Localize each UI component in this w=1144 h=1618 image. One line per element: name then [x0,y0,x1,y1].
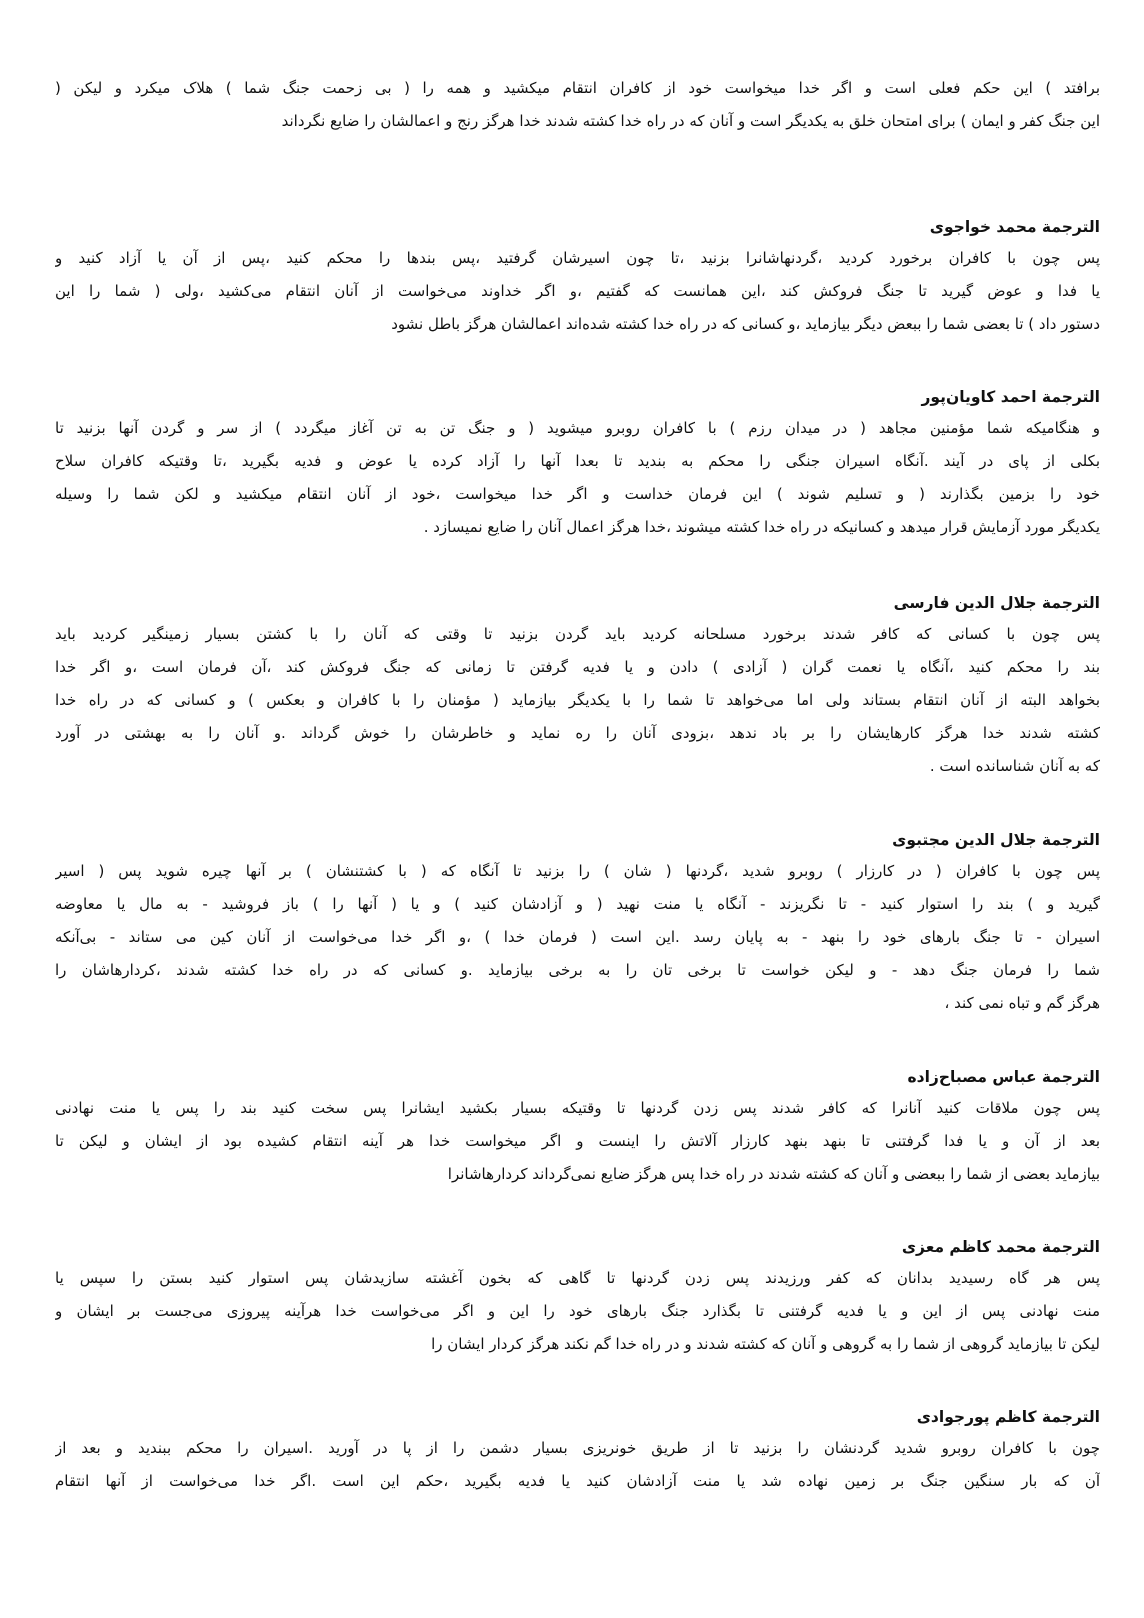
lead-paragraph [55,72,1100,138]
paragraph-line: بکلی از پای در آیند .آنگاه اسیران جنگی را محکم به بندید تا بعدا آنها را آزاد کرده یا عوض و فدیه بگیرید ،تا وقتیکه کافران سلاح [55,452,1100,470]
translation-section [55,1402,1100,1498]
paragraph-line: پس چون با کافران ( در کارزار ) روبرو شدید ،گردنها ( شان ) را بزنید تا آنگاه که ( با کشتنشان ) بر آنها چیره شوید پس ( اسیر [55,862,1100,880]
translation-section [55,1062,1100,1191]
translation-section [55,212,1100,341]
paragraph-line: لیکن تا بیازماید گروهی از شما را به گروهی و آنان که کشته شدند و در راه خدا گم نکند هرگز کردار ایشان را [431,1335,1100,1353]
paragraph-line: این جنگ کفر و ایمان ) برای امتحان خلق به یکدیگر است و آنان که در راه خدا کشته شدند خدا هرگز رنج و اعمالشان را ضایع نگرداند [281,112,1100,130]
paragraph-line: و هنگامیکه شما مؤمنین مجاهد ( در میدان رزم ) با کافران روبرو میشوید ( و جنگ تن به تن آغاز میگردد ) از سر و گردن آنها بزنید تا [55,419,1100,437]
paragraph-line: کشته شدند خدا هرگز کارهایشان را بر باد ندهد ،بزودی آنان را ره نماید و خاطرشان را خوش گرداند .و آنان را به بهشتی در آورد [55,724,1100,742]
section-heading: الترجمة عباس مصباح‌زاده [907,1068,1100,1086]
paragraph-line: پس چون با کافران برخورد کردید ،گردنهاشانرا بزنید ،تا چون اسیرشان گرفتید ،پس بندها را محکم کنید ،پس از آن یا آزاد کنید و [55,249,1100,267]
section-heading: الترجمة کاظم پورجوادی [916,1408,1100,1426]
paragraph-line: منت نهادنی پس از این و یا فدیه گرفتنی تا بگذارد جنگ بارهای خود را این و اگر می‌خواست خدا هرآینه پیروزی می‌جست بر ایشان و [55,1302,1100,1320]
paragraph-line: اسیران - تا جنگ بارهای خود را بنهد - به پایان رسد .این است ( فرمان خدا ) ،و اگر خدا می‌خواست از آنان کین می ستاند - بی‌آنکه [55,928,1100,946]
section-heading: الترجمة جلال الدين مجتبوی [892,831,1100,849]
paragraph-line: بعد از آن و یا فدا گرفتنی تا بنهد بنهد کارزار آلاتش را اینست و اگر میخواست خدا هر آینه انتقام کشیده بود از ایشان و لیکن تا [55,1132,1100,1150]
translation-section [55,588,1100,783]
section-heading: الترجمة جلال الدين فارسی [893,594,1100,612]
section-heading: الترجمة احمد کاویان‌پور [921,388,1100,406]
paragraph-line: پس چون ملاقات کنید آنانرا که کافر شدند پس زدن گردنها تا وقتیکه بسیار بکشید ایشانرا پس سخت کنید بند را پس یا منت نهادنی [55,1099,1100,1117]
paragraph-line: بخواهد البته از آنان انتقام بستاند ولی اما می‌خواهد تا شما را با یکدیگر بیازماید ( مؤمنان را با کافران و بعکس ) و کسانی که در راه خدا [55,691,1100,709]
paragraph-line: یا فدا و عوض گیرید تا جنگ فروکش کند ،این همانست که گفتیم ،و اگر خداوند می‌خواست از آنان انتقام می‌کشید ،ولی ( شما را این [55,282,1100,300]
paragraph-line: بیازماید بعضی از شما را ببعضی و آنان که کشته شدند در راه خدا پس هرگز ضایع نمی‌گرداند کردارهاشانرا [447,1165,1100,1183]
translation-section [55,1232,1100,1361]
translation-section [55,382,1100,544]
paragraph-line: که به آنان شناسانده است . [929,757,1100,775]
paragraph-line: گیرید و ) بند را استوار کنید - تا نگریزند - آنگاه یا منت نهید ( و آزادشان کنید ) و یا ( آنها را ) باز فروشید - به مال یا معاوضه [55,895,1100,913]
paragraph-line: بند را محکم کنید ،آنگاه یا نعمت گران ( آزادی ) دادن و یا فدیه گرفتن تا زمانی که جنگ فروکش کند ،آن فرمان است ،و اگر خدا [55,658,1100,676]
section-heading: الترجمة محمد کاظم معزی [901,1238,1100,1256]
paragraph-line: پس چون با کسانی که کافر شدند برخورد مسلحانه کردید باید گردن بزنید تا وقتی که آنان را با کشتن بسیار زمینگیر کردید باید [55,625,1100,643]
paragraph-line: پس هر گاه رسیدید بدانان که کفر ورزیدند پس زدن گردنها تا گاهی که بخون آغشته سازیدشان پس استوار کنید بستن را سپس یا [55,1269,1100,1287]
paragraph-line: هرگز گم و تباه نمی کند ، [944,994,1100,1012]
paragraph-line: خود را بزمین بگذارند ( و تسلیم شوند ) این فرمان خداست و اگر خدا میخواست ،خود از آنان انتقام میکشید و لکن شما را وسیله [55,485,1100,503]
paragraph-line: آن که بار سنگین جنگ بر زمین نهاده شد یا منت آزادشان کنید یا فدیه بگیرید ،حکم این است .اگر خدا می‌خواست از آنها انتقام [55,1472,1100,1490]
section-heading: الترجمة محمد خواجوی [929,218,1100,236]
translation-section [55,825,1100,1020]
paragraph-line: برافتد ) این حکم فعلی است و اگر خدا میخواست خود از کافران انتقام میکشید و همه را ( بی زحمت جنگ شما ) هلاک میکرد و لیکن ( [55,79,1100,97]
paragraph-line: دستور داد ) تا بعضی شما را ببعض دیگر بیازماید ،و کسانی که در راه خدا کشته شده‌اند اعمالشان هرگز باطل نشود [391,315,1100,333]
paragraph-line: یکدیگر مورد آزمایش قرار میدهد و کسانیکه در راه خدا کشته میشوند ،خدا هرگز اعمال آنان را ضایع نمیسازد . [423,518,1100,536]
paragraph-line: چون با کافران روبرو شدید گردنشان را بزنید تا از طریق خونریزی بسیار دشمن را از پا در آورید .اسیران را محکم ببندید و بعد از [55,1439,1100,1457]
paragraph-line: شما را فرمان جنگ دهد - و لیکن خواست تا برخی تان را به برخی بیازماید .و کسانی که در راه خدا کشته شدند ،کردارهاشان را [55,961,1100,979]
